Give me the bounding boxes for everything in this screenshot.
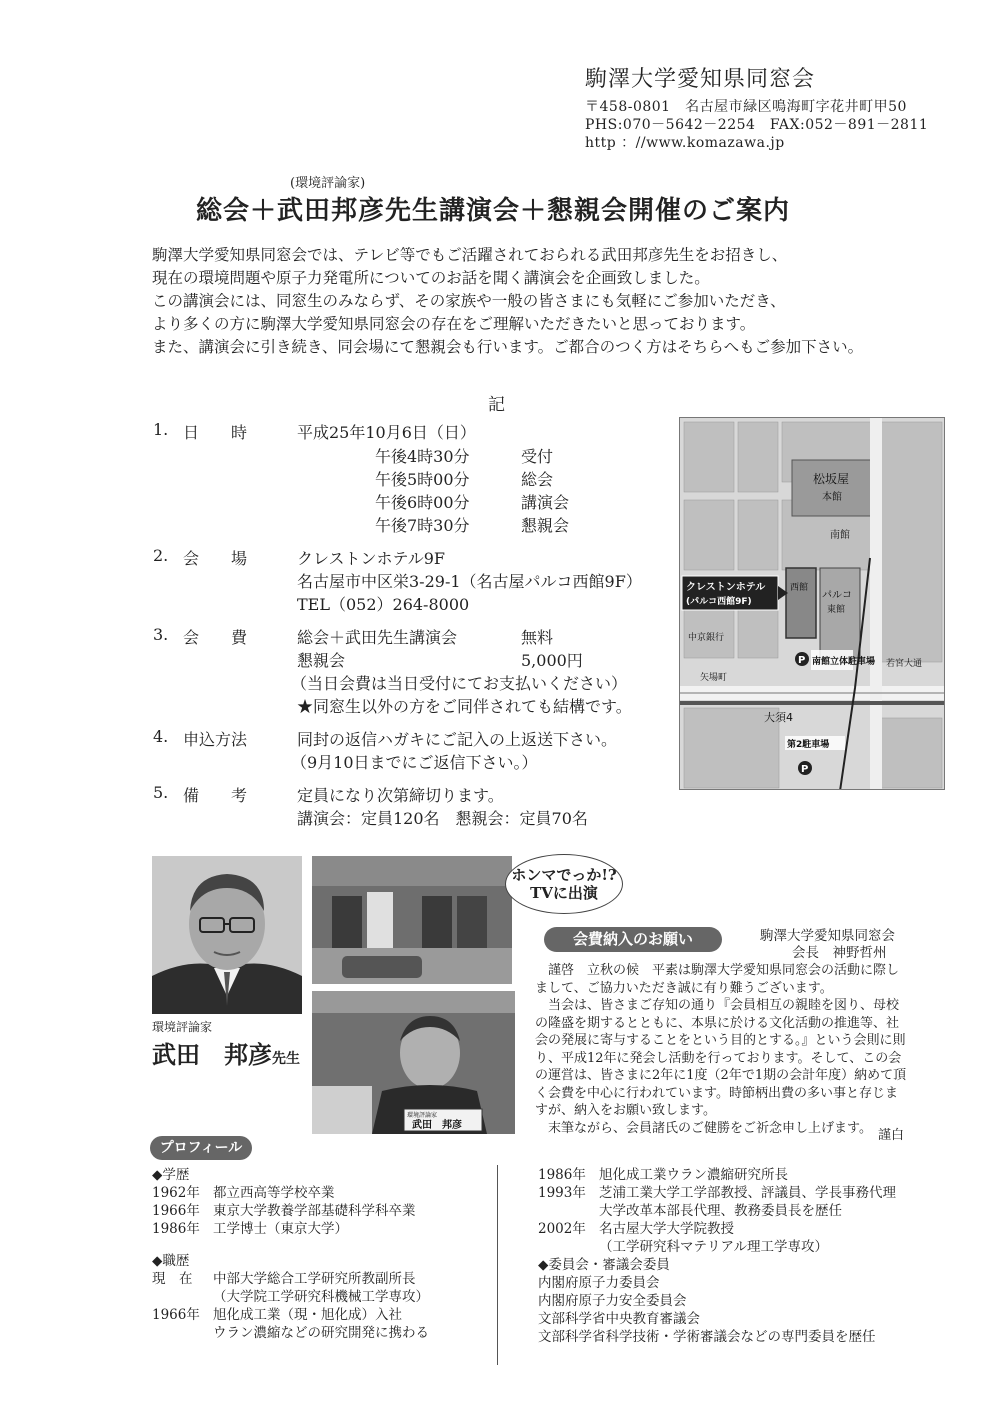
schedule-event: 受付 xyxy=(521,447,554,466)
map-label-honkan: 本館 xyxy=(822,492,842,503)
profile-row xyxy=(538,1220,896,1238)
detail-label-date: 日 時 xyxy=(183,423,248,442)
schedule-time: 午後4時30分 xyxy=(375,447,470,466)
profile-row xyxy=(152,1270,429,1288)
profile-entry: 文部科学省科学技術・学術審議会などの専門委員を歴任 xyxy=(538,1329,876,1345)
fee-request-president: 会長 神野哲州 xyxy=(792,945,887,961)
profile-year: 1986年 xyxy=(152,1221,200,1237)
tv-screenshot-1 xyxy=(312,856,512,984)
detail-num: 5. xyxy=(153,783,169,802)
profile-row xyxy=(152,1306,429,1324)
remarks-line: 定員になり次第締切ります。 xyxy=(297,786,504,805)
tv-appearance-bubble xyxy=(505,854,623,914)
venue-tel: TEL（052）264-8000 xyxy=(297,595,470,614)
letter-closing: 謹白 xyxy=(878,1128,905,1143)
intro-text xyxy=(152,244,912,359)
org-url: http ：//www.komazawa.jp xyxy=(585,135,785,151)
profile-row xyxy=(538,1184,896,1202)
profile-row xyxy=(152,1202,429,1220)
map-hotel-sub: (パルコ西館9F) xyxy=(686,597,752,607)
detail-label-venue: 会 場 xyxy=(183,549,248,568)
map-label-wakamiya: 若宮大通 xyxy=(886,659,923,669)
speaker-honorific: 先生 xyxy=(272,1051,300,1067)
profile-row xyxy=(538,1166,896,1184)
fee-request-heading: 会費納入のお願い xyxy=(544,927,722,952)
speaker-name-text: 武田 邦彦 xyxy=(152,1040,272,1069)
map-label-parco: パルコ xyxy=(822,590,852,601)
bubble-line: ホンマでっか!? xyxy=(511,866,617,884)
detail-num: 4. xyxy=(153,727,169,746)
letter-paragraph: 謹啓 立秋の候 平素は駒澤大学愛知県同窓会の活動に際しまして、ご協力いただき誠に有り難うございます。 xyxy=(535,963,900,996)
map-label-yabacho: 矢場町 xyxy=(700,673,728,683)
profile-year: 2002年 xyxy=(538,1221,586,1237)
detail-num: 3. xyxy=(153,625,169,644)
profile-section-heading: ◆委員会・審議会委員 xyxy=(538,1257,670,1273)
profile-entry: （大学院工学研究科機械工学専攻） xyxy=(213,1289,429,1305)
org-phone-fax: PHS:070－5642－2254 FAX:052－891－2811 xyxy=(585,117,929,133)
profile-section-heading: ◆職歴 xyxy=(152,1253,190,1269)
title-annotation: (環境評論家) xyxy=(290,176,366,191)
svg-text:P: P xyxy=(798,655,806,666)
profile-entry: 芝浦工業大学工学部教授、評議員、学長事務代理 xyxy=(599,1185,896,1201)
map-label-matsuzakaya: 松坂屋 xyxy=(813,472,850,486)
schedule-event: 懇親会 xyxy=(521,516,570,535)
page-title: 総会＋武田邦彦先生講演会＋懇親会開催のご案内 xyxy=(196,196,791,226)
profile-right-column xyxy=(538,1166,896,1346)
speaker-role: 環境評論家 xyxy=(152,1020,213,1034)
profile-entry: 旭化成工業ウラン濃縮研究所長 xyxy=(599,1167,788,1183)
detail-num: 1. xyxy=(153,420,169,439)
tv-caption-name: 武田 邦彦 xyxy=(412,1120,462,1131)
org-name: 駒澤大学愛知県同窓会 xyxy=(585,67,816,92)
detail-label-fee: 会 費 xyxy=(183,628,248,647)
profile-entry: 都立西高等学校卒業 xyxy=(213,1185,335,1201)
intro-line: この講演会には、同窓生のみならず、その家族や一般の皆さまにも気軽にご参加いただき、 xyxy=(152,292,786,310)
profile-year: 1966年 xyxy=(152,1203,200,1219)
intro-line: 現在の環境問題や原子力発電所についてのお話を聞く講演会を企画致しました。 xyxy=(152,269,710,287)
detail-label-apply: 申込方法 xyxy=(183,730,248,749)
map-parking-2: 第2駐車場 xyxy=(787,740,830,750)
profile-left-column xyxy=(152,1166,429,1342)
profile-entry: 内閣府原子力委員会 xyxy=(538,1275,660,1291)
ki-heading: 記 xyxy=(488,395,505,415)
profile-entry: 文部科学省中央教育審議会 xyxy=(538,1311,700,1327)
fee-item: 総会＋武田先生講演会 xyxy=(297,628,458,647)
profile-divider xyxy=(497,1165,498,1365)
letter-paragraph: 末筆ながら、会員諸氏のご健勝をご祈念申し上げます。 xyxy=(548,1120,872,1136)
fee-value: 5,000円 xyxy=(521,651,583,670)
schedule-time: 午後5時00分 xyxy=(375,470,470,489)
fee-request-letter xyxy=(535,962,907,1137)
map-label-higashikan: 東館 xyxy=(827,605,846,615)
profile-entry: 名古屋大学大学院教授 xyxy=(599,1221,734,1237)
detail-label-remarks: 備 考 xyxy=(183,786,248,805)
profile-entry: 工学博士（東京大学） xyxy=(213,1221,348,1237)
map-label-nishikan: 西館 xyxy=(790,583,809,593)
profile-entry: 東京大学教養学部基礎科学科卒業 xyxy=(213,1203,416,1219)
profile-gap xyxy=(152,1238,429,1252)
profile-entry: 中部大学総合工学研究所教副所長 xyxy=(213,1271,416,1287)
speaker-photo xyxy=(152,856,302,1014)
fee-item: 懇親会 xyxy=(297,651,346,670)
profile-year: 1966年 xyxy=(152,1307,200,1323)
venue-address: 名古屋市中区栄3-29-1（名古屋パルコ西館9F） xyxy=(297,572,642,591)
profile-entry: （工学研究科マテリアル理工学専攻） xyxy=(599,1239,828,1255)
profile-year: 1993年 xyxy=(538,1185,586,1201)
map-label-chukyo-bank: 中京銀行 xyxy=(688,633,725,643)
profile-row xyxy=(152,1220,429,1238)
svg-text:P: P xyxy=(801,764,809,775)
org-address: 〒458-0801 名古屋市緑区鳴海町字花井町甲50 xyxy=(585,99,907,115)
venue-name: クレストンホテル9F xyxy=(297,549,446,568)
map-parking-south: 南館立体駐車場 xyxy=(812,657,876,667)
profile-section-heading: ◆学歴 xyxy=(152,1167,190,1183)
map-building-parco-west xyxy=(786,568,816,638)
profile-entry: 旭化成工業（現・旭化成）入社 xyxy=(213,1307,402,1323)
intro-line: 駒澤大学愛知県同窓会では、テレビ等でもご活躍されておられる武田邦彦先生をお招きし、 xyxy=(152,246,788,264)
bubble-line: TVに出演 xyxy=(530,884,598,902)
event-date: 平成25年10月6日（日） xyxy=(297,423,476,442)
schedule-event: 総会 xyxy=(521,470,554,489)
profile-entry: ウラン濃縮などの研究開発に携わる xyxy=(213,1325,429,1341)
detail-num: 2. xyxy=(153,546,169,565)
map-label-nankan: 南館 xyxy=(830,530,850,541)
schedule-time: 午後6時00分 xyxy=(375,493,470,512)
fee-request-org: 駒澤大学愛知県同窓会 xyxy=(760,928,895,944)
profile-row xyxy=(152,1184,429,1202)
fee-note: （当日会費は当日受付にてお支払いください） xyxy=(291,674,628,693)
profile-entry: 大学改革本部長代理、教務委員長を歴任 xyxy=(599,1203,842,1219)
schedule-time: 午後7時30分 xyxy=(375,516,470,535)
map-hotel-label: クレストンホテル xyxy=(686,582,766,593)
intro-line: より多くの方に駒澤大学愛知県同窓会の存在をご理解いただきたいと思っております。 xyxy=(152,315,756,333)
fee-note-guest: ★同窓生以外の方をご同伴されても結構です。 xyxy=(297,697,632,716)
intro-line: また、講演会に引き続き、同会場にて懇親会も行います。ご都合のつく方はそちらへもご参加下さい。 xyxy=(152,338,864,356)
speaker-name xyxy=(152,1035,300,1070)
apply-deadline: （9月10日までにご返信下さい。） xyxy=(291,753,538,772)
profile-year: 1962年 xyxy=(152,1185,200,1201)
fee-value: 無料 xyxy=(521,628,554,647)
venue-map xyxy=(679,417,945,790)
profile-heading: プロフィール xyxy=(150,1136,252,1160)
tv-screenshot-2 xyxy=(312,991,515,1134)
profile-entry: 内閣府原子力安全委員会 xyxy=(538,1293,687,1309)
tv-caption-role: 環境評論家 xyxy=(407,1112,438,1119)
apply-method: 同封の返信ハガキにご記入の上返送下さい。 xyxy=(297,730,618,749)
letter-paragraph: 当会は、皆さまご存知の通り『会員相互の親睦を図り、母校の隆盛を期するとともに、本県に於ける文化活動の推進等、社会の発展に寄与することをという目的とする。』という会則に則り、平成12年に発会し活動を行っております。そして、この会の運営は、皆さまに2年に1度（2年で1期の会計年度）納めて頂く会費を中心に行われています。時節柄出費の多い事と存じますが、納入をお願い致します。 xyxy=(535,998,907,1118)
map-label-osu4: 大須4 xyxy=(764,711,793,724)
schedule-event: 講演会 xyxy=(521,493,570,512)
profile-year: 現 在 xyxy=(152,1271,193,1287)
profile-year: 1986年 xyxy=(538,1167,586,1183)
remarks-capacity: 講演会：定員120名 懇親会：定員70名 xyxy=(297,809,588,828)
